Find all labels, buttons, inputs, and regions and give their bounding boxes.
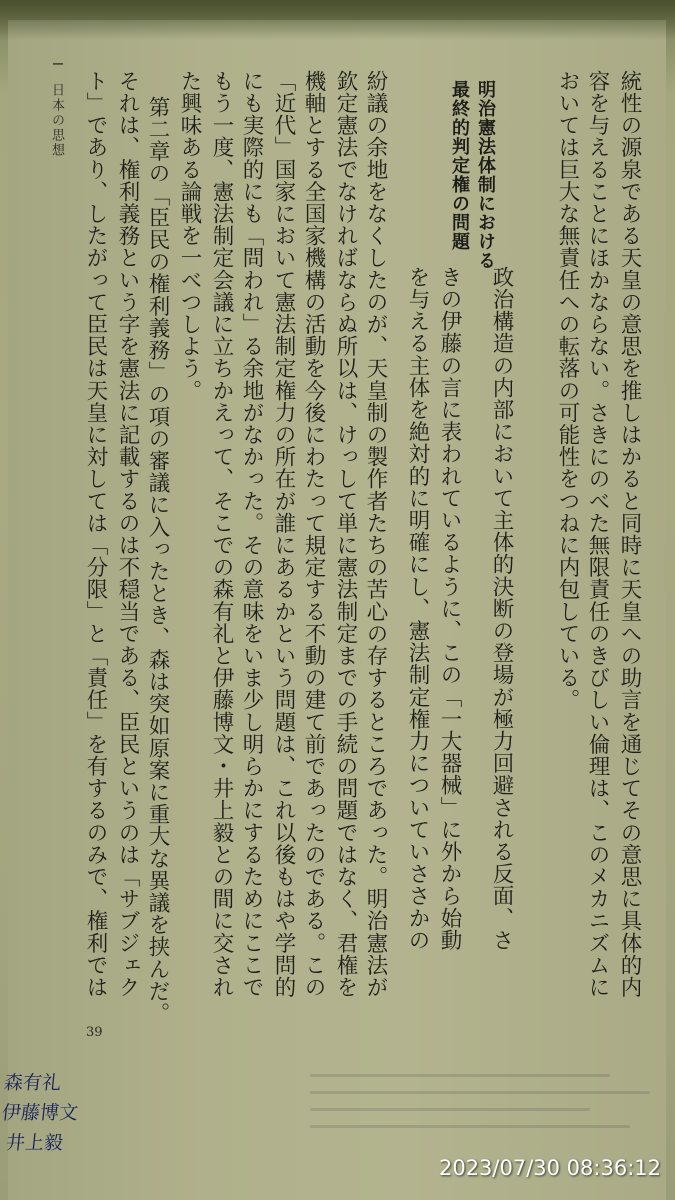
bleed-through-text (310, 1060, 670, 1170)
text-column: 「近代」国家において憲法制定権力の所在が誰にあるかという問題は、これ以後もはや学問的 (271, 70, 296, 999)
section-heading-line: 明治憲法体制における (475, 80, 496, 270)
section-heading-line: 最終的判定権の問題 (449, 80, 470, 251)
text-column: 容を与えることにほかならない。さきにのべた無限責任のきびしい倫理は、このメカニズムに (585, 70, 610, 999)
handwritten-line: 伊藤博文 (0, 1102, 80, 1124)
photo-timestamp: 2023/07/30 08:36:12 (438, 1156, 661, 1180)
text-column: 機軸とする全国家機構の活動を今後にわたって規定する不動の建て前であったのである。この (301, 70, 326, 999)
text-column: ト」であり、したがって臣民は天皇に対しては「分限」と「責任」を有するのみで、権利では (83, 70, 108, 999)
text-column: おいては巨大な無責任への転落の可能性をつねに内包している。 (555, 70, 580, 711)
text-column: 統性の源泉である天皇の意思を推しはかると同時に天皇への助言を通じてその意思に具体的内 (617, 70, 642, 999)
text-column: た興味ある論戦を一べつしよう。 (177, 70, 202, 402)
handwritten-line: 森有礼 (2, 1072, 63, 1094)
text-column: それは、権利義務という字を憲法に記載するのは不穏当である、臣民というのは「サブジェク (115, 70, 140, 999)
text-column: 政治構造の内部において主体的決断の登場が極力回避される反面、さ (489, 266, 514, 952)
text-column: 紛議の余地をなくしたのが、天皇制の製作者たちの苦心の存するところであった。明治憲法が (363, 70, 388, 999)
text-column: を与える主体を絶対的に明確にし、憲法制定権力についていささかの (405, 266, 430, 952)
text-column: きの伊藤の言に表われているように、この「一大器械」に外から始動 (437, 266, 462, 952)
page-number: 39 (86, 1025, 103, 1040)
text-column: 欽定憲法でなければならぬ所以は、けっして単に憲法制定までの手続の問題ではなく、君権を (333, 70, 358, 999)
text-column: 第二章の「臣民の権利義務」の項の審議に入ったとき、森は突如原案に重大な異議を挟んだ。 (145, 96, 170, 1025)
top-shadow (0, 0, 675, 40)
text-column: もう一度、憲法制定会議に立ちかえって、そこでの森有礼と伊藤博文・井上毅との間に交され (209, 70, 234, 999)
handwritten-line: 井上毅 (4, 1132, 65, 1154)
text-column: にも実際的にも「問われ」る余地がなかった。その意味をいま少し明らかにするためにここで (239, 70, 264, 999)
running-header: I 日本の思想 (49, 62, 64, 158)
handwritten-note (0, 1068, 120, 1168)
